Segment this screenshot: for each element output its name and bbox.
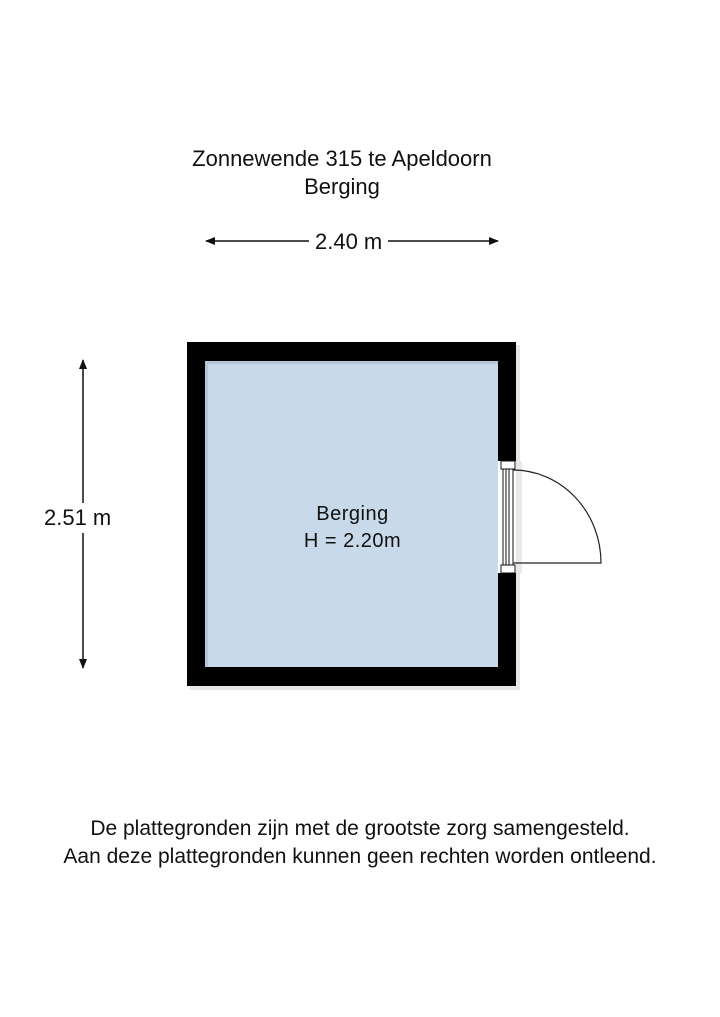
door-swing-arc [513,470,601,563]
door [498,461,601,573]
disclaimer-line-2: Aan deze plattegronden kunnen geen rechten worden ontleend. [63,845,657,868]
depth-dimension-label: 2.51 m [44,503,111,533]
floor-name-title: Berging [304,174,380,199]
width-dimension-label: 2.40 m [309,229,388,255]
room-height-label: H = 2.20m [303,530,402,552]
address-title: Zonnewende 315 te Apeldoorn [192,146,492,171]
disclaimer-line-1: De plattegronden zijn met de grootste zorg samengesteld. [90,817,630,840]
room-name-label: Berging [316,503,389,525]
